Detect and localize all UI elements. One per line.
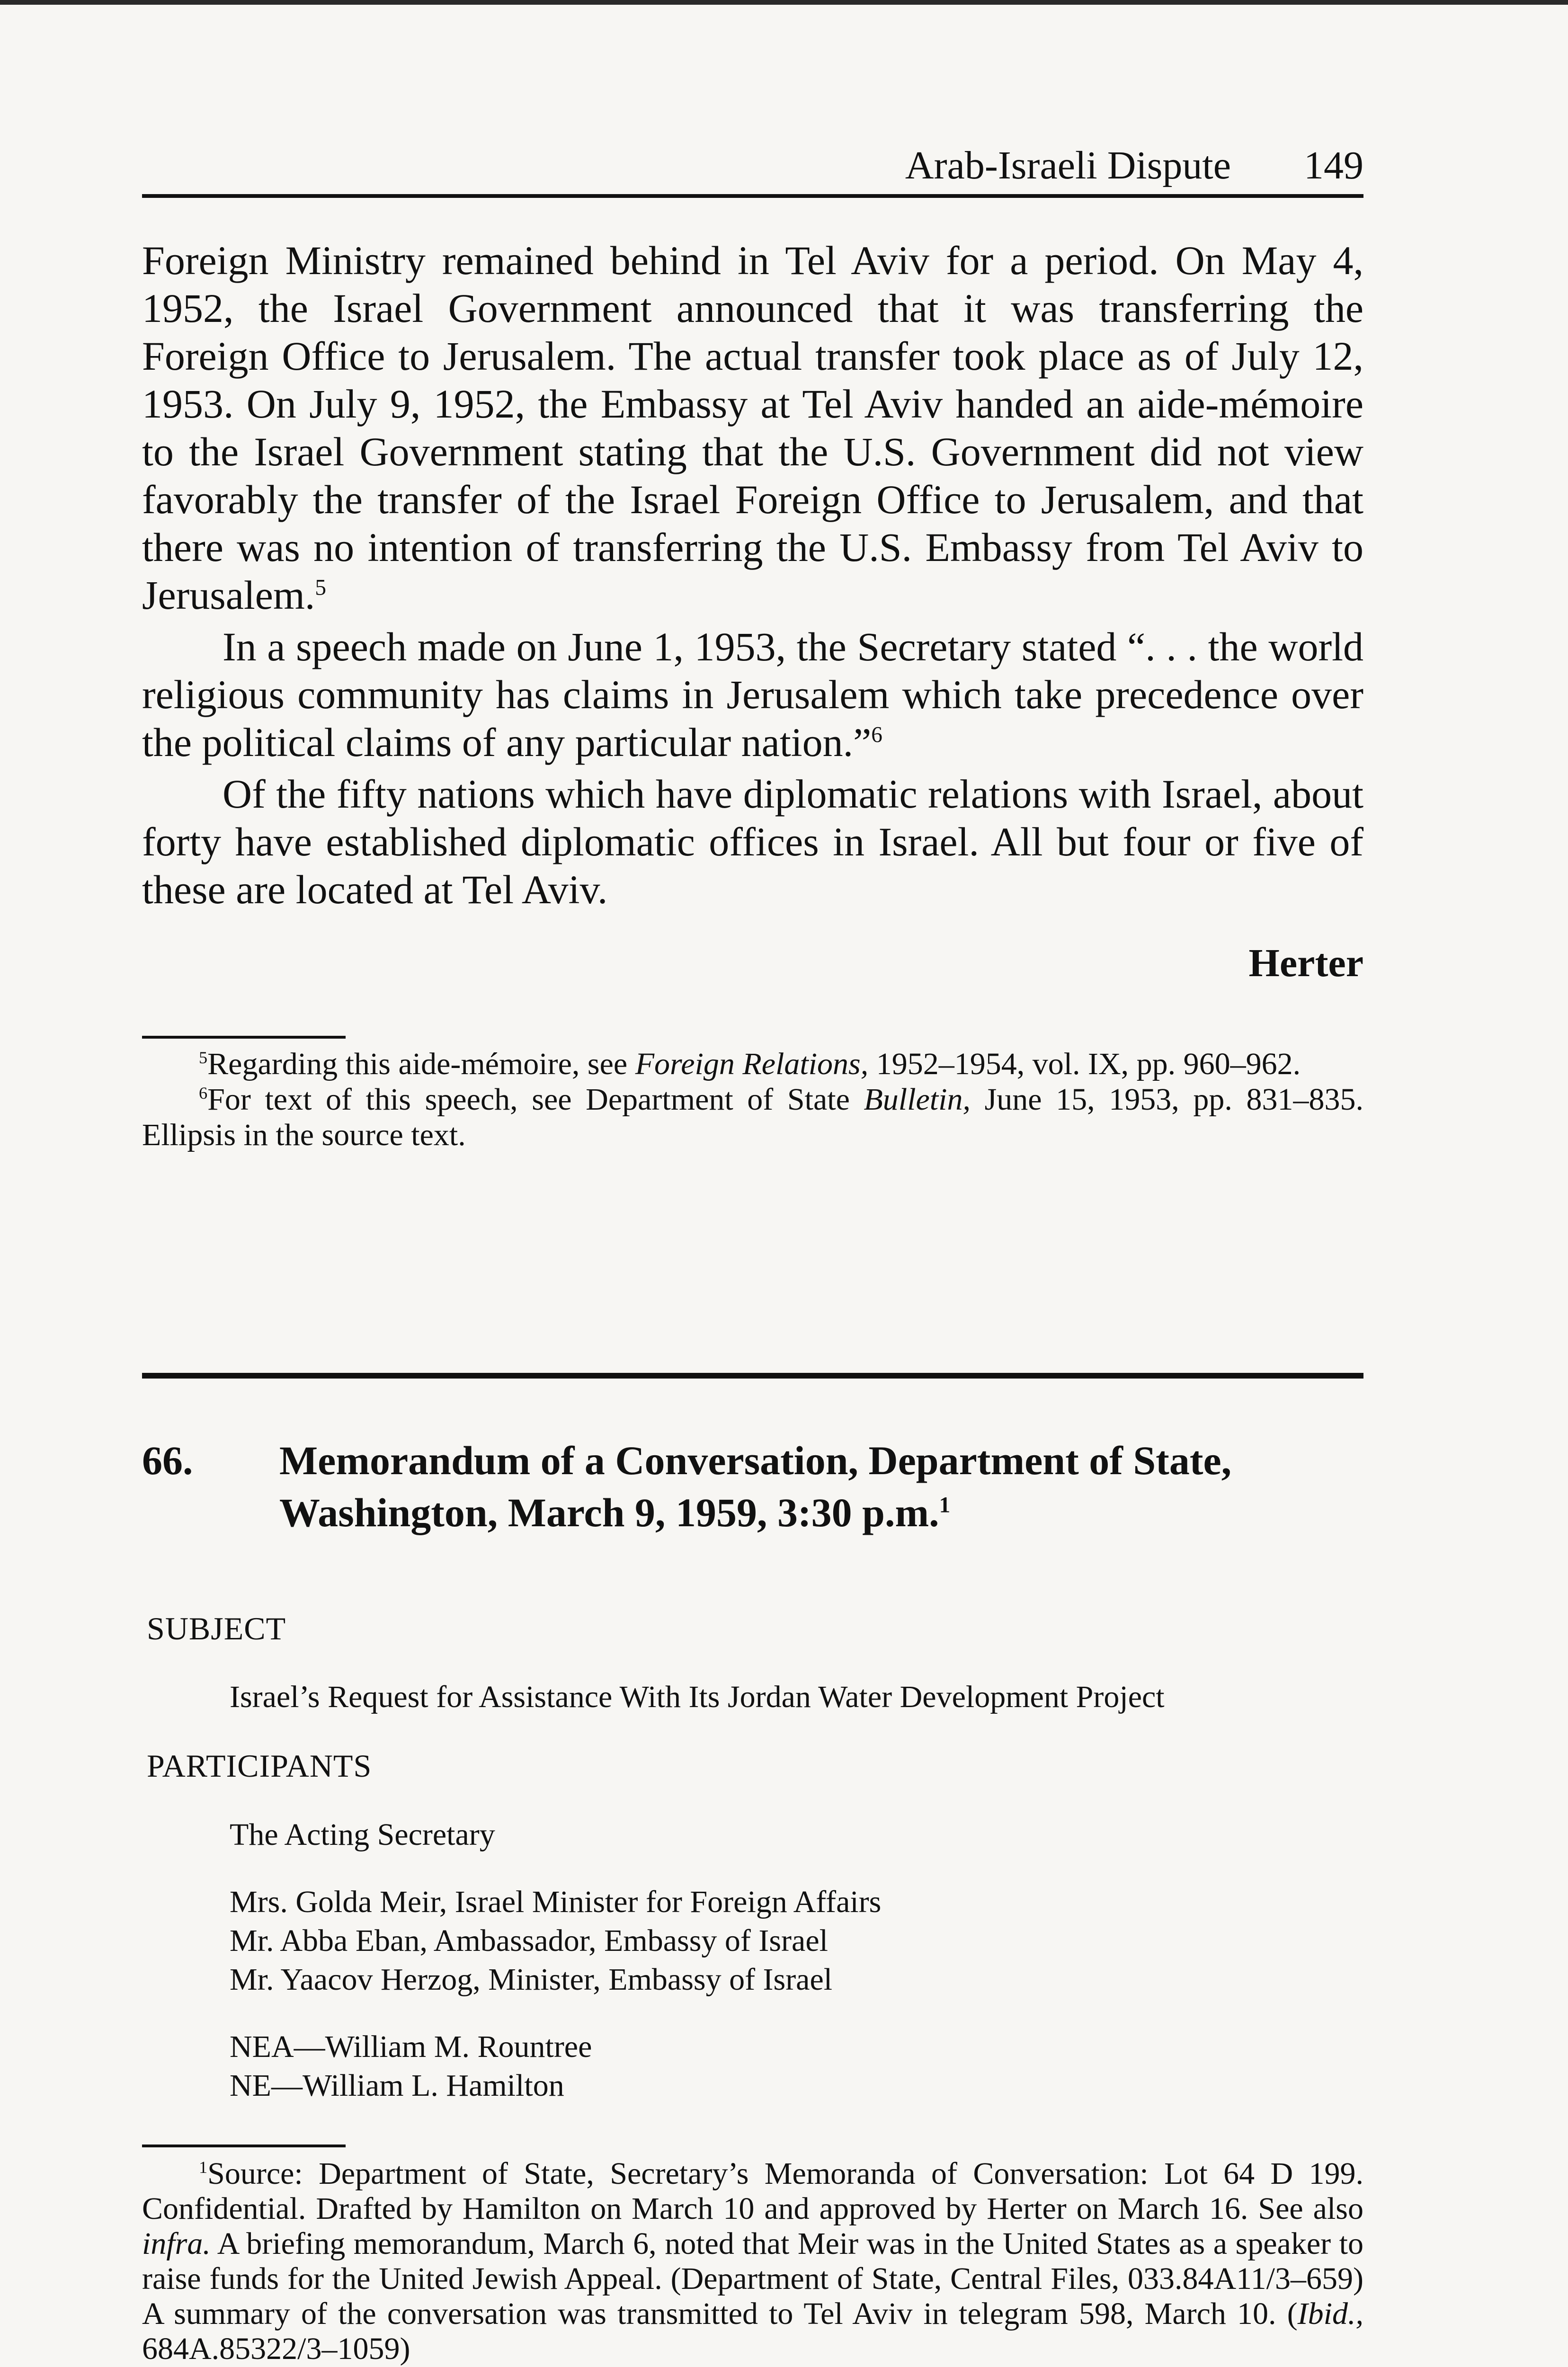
participants-label: PARTICIPANTS: [147, 1748, 372, 1784]
footnote-ref-1: 1: [939, 1493, 951, 1518]
footnotes-top: [142, 1046, 1363, 1153]
page-top-edge: [0, 0, 1568, 5]
document-title: [279, 1434, 1345, 1539]
footnote-6: [142, 1082, 1363, 1153]
page-number: 149: [1304, 143, 1363, 187]
footnote-italic: Bulletin,: [864, 1082, 971, 1117]
participant: NEA—William M. Rountree: [230, 2029, 592, 2064]
body-text: [142, 237, 1363, 914]
participant: Mrs. Golda Meir, Israel Minister for Foreign Affairs: [230, 1885, 882, 1919]
paragraph-2: [142, 623, 1363, 766]
paragraph-1: [142, 237, 1363, 619]
running-head-title: Arab-Israeli Dispute: [905, 143, 1231, 187]
footnote-text: A briefing memorandum, March 6, noted that Meir was in the United States as a speaker to raise funds for the United Jewish Appeal. (Department of State, Central Files, 033.84A11/3–659) A summary of the conversation was transmitted to Tel Aviv in telegram 598, March 10. (: [142, 2226, 1363, 2331]
participant: The Acting Secretary: [230, 1817, 495, 1852]
participant: Mr. Yaacov Herzog, Minister, Embassy of Israel: [230, 1962, 833, 1997]
signature: Herter: [1248, 941, 1363, 985]
footnote-rule: [142, 2145, 346, 2147]
footnote-ref-5: 5: [315, 575, 327, 600]
footnote-text: 684A.85322/3–1059): [142, 2331, 410, 2366]
section-divider: [142, 1373, 1363, 1379]
footnote-text: 1952–1954, vol. IX, pp. 960–962.: [868, 1047, 1301, 1081]
footnote-number: 6: [199, 1084, 208, 1103]
footnote-text: Source: Department of State, Secretary’s Memoranda of Conversation: Lot 64 D 199. Confidential. Drafted by Hamilton on March 10 and approved by Herter on March 16. See also: [142, 2156, 1363, 2226]
footnote-5: [142, 1046, 1363, 1082]
document-title-line-2: [279, 1486, 1345, 1539]
document-title-line-1: Memorandum of a Conversation, Department of State,: [279, 1438, 1232, 1483]
footnote-text: June 15, 1953, pp. 831–835. Ellipsis in the source text.: [142, 1082, 1363, 1152]
footnote-italic: Foreign Relations,: [635, 1047, 869, 1081]
document-number: 66.: [142, 1438, 193, 1483]
participant: NE—William L. Hamilton: [230, 2068, 564, 2103]
subject-label: SUBJECT: [147, 1611, 286, 1646]
footnote-rule: [142, 1036, 346, 1039]
footnote-ref-6: 6: [871, 722, 882, 747]
footnote-italic: Ibid.,: [1297, 2296, 1363, 2331]
running-head: [142, 137, 1363, 198]
footnote-number: 1: [199, 2158, 208, 2177]
participant: Mr. Abba Eban, Ambassador, Embassy of Israel: [230, 1923, 828, 1958]
paragraph-1-text: Foreign Ministry remained behind in Tel Aviv for a period. On May 4, 1952, the Israel Government announced that it was transferring the Foreign Office to Jerusalem. The actual transfer took place as of July 12, 1953. On July 9, 1952, the Embassy at Tel Aviv handed an aide-mémoire to the Israel Government stating that the U.S. Government did not view favorably the transfer of the Israel Foreign Office to Jerusalem, and that there was no intention of transferring the U.S. Embassy from Tel Aviv to Jerusalem.: [142, 238, 1363, 618]
footnotes-bottom: [142, 2156, 1363, 2367]
footnote-italic: infra.: [142, 2226, 211, 2261]
paragraph-2-text: In a speech made on June 1, 1953, the Secretary stated “. . . the world religious community has claims in Jerusalem which take precedence over the political claims of any particular nation.”: [142, 624, 1363, 765]
footnote-1: [142, 2156, 1363, 2367]
participants-list: [230, 1815, 881, 2134]
paragraph-3: Of the fifty nations which have diplomatic relations with Israel, about forty have established diplomatic offices in Israel. All but four or five of these are located at Tel Aviv.: [142, 771, 1363, 912]
footnote-text: Regarding this aide-mémoire, see: [207, 1047, 635, 1081]
subject-text: Israel’s Request for Assistance With Its Jordan Water Development Project: [230, 1680, 1165, 1714]
footnote-number: 5: [199, 1048, 208, 1067]
participants-group-nea: [230, 2028, 881, 2105]
document-title-line-2-text: Washington, March 9, 1959, 3:30 p.m.: [279, 1490, 939, 1535]
participants-group-israel: [230, 1883, 881, 1999]
participants-group-us: [230, 1815, 881, 1854]
footnote-text: For text of this speech, see Department of State: [207, 1082, 864, 1117]
